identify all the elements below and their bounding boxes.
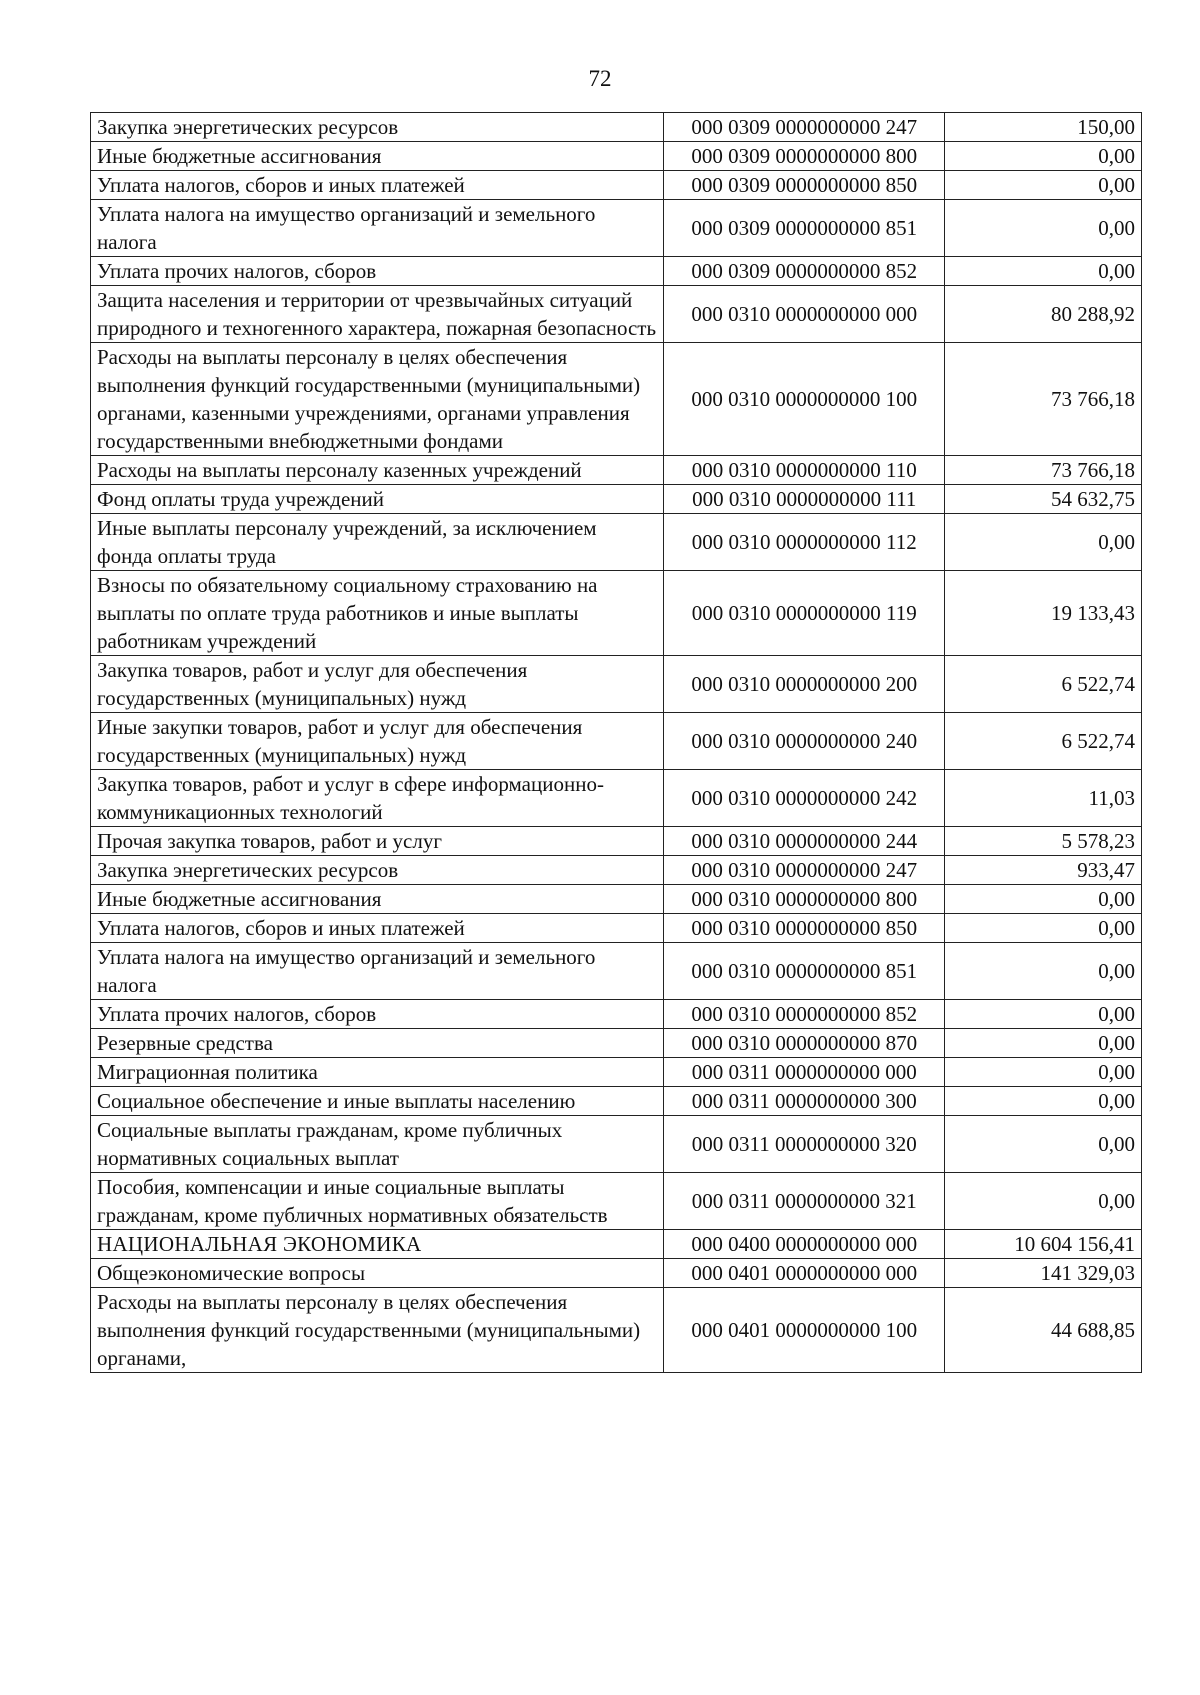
amount-cell: 0,00: [945, 1029, 1142, 1058]
amount-cell: 10 604 156,41: [945, 1230, 1142, 1259]
expense-name-cell: Уплата прочих налогов, сборов: [91, 257, 664, 286]
table-row: [91, 286, 1142, 343]
expense-name-cell: Социальные выплаты гражданам, кроме публичных нормативных социальных выплат: [91, 1116, 664, 1173]
expense-name-cell: Взносы по обязательному социальному страхованию на выплаты по оплате труда работников и иные выплаты работникам учреждений: [91, 571, 664, 656]
page-number: 72: [588, 66, 612, 91]
expense-name-cell: Уплата налога на имущество организаций и земельного налога: [91, 943, 664, 1000]
budget-code-cell: 000 0310 0000000000 850: [664, 914, 945, 943]
table-body: [91, 113, 1142, 1373]
budget-code-cell: 000 0311 0000000000 321: [664, 1173, 945, 1230]
amount-cell: 0,00: [945, 257, 1142, 286]
amount-cell: 5 578,23: [945, 827, 1142, 856]
budget-code-cell: 000 0310 0000000000 000: [664, 286, 945, 343]
table-row: [91, 343, 1142, 456]
expense-name-cell: Защита населения и территории от чрезвычайных ситуаций природного и техногенного характера, пожарная безопасность: [91, 286, 664, 343]
budget-code-cell: 000 0310 0000000000 240: [664, 713, 945, 770]
table-row: [91, 1058, 1142, 1087]
amount-cell: 6 522,74: [945, 656, 1142, 713]
expense-name-cell: Расходы на выплаты персоналу в целях обеспечения выполнения функций государственными (муниципальными) органами,: [91, 1288, 664, 1373]
budget-table: [90, 112, 1142, 1373]
budget-code-cell: 000 0310 0000000000 870: [664, 1029, 945, 1058]
expense-name-cell: Расходы на выплаты персоналу в целях обеспечения выполнения функций государственными (муниципальными) органами, казенными учреждениями, органами управления государственными внебюджетными фондами: [91, 343, 664, 456]
amount-cell: 0,00: [945, 142, 1142, 171]
budget-code-cell: 000 0310 0000000000 244: [664, 827, 945, 856]
amount-cell: 0,00: [945, 1087, 1142, 1116]
budget-code-cell: 000 0401 0000000000 000: [664, 1259, 945, 1288]
table-row: [91, 856, 1142, 885]
table-row: [91, 656, 1142, 713]
expense-name-cell: Уплата налога на имущество организаций и земельного налога: [91, 200, 664, 257]
budget-code-cell: 000 0310 0000000000 800: [664, 885, 945, 914]
table-row: [91, 1000, 1142, 1029]
table-row: [91, 257, 1142, 286]
budget-code-cell: 000 0311 0000000000 300: [664, 1087, 945, 1116]
budget-code-cell: 000 0310 0000000000 200: [664, 656, 945, 713]
expense-name-cell: Закупка энергетических ресурсов: [91, 856, 664, 885]
budget-code-cell: 000 0309 0000000000 851: [664, 200, 945, 257]
budget-code-cell: 000 0309 0000000000 247: [664, 113, 945, 142]
amount-cell: 0,00: [945, 914, 1142, 943]
table-row: [91, 713, 1142, 770]
table-row: [91, 770, 1142, 827]
budget-code-cell: 000 0310 0000000000 242: [664, 770, 945, 827]
amount-cell: 19 133,43: [945, 571, 1142, 656]
amount-cell: 0,00: [945, 200, 1142, 257]
budget-code-cell: 000 0310 0000000000 112: [664, 514, 945, 571]
table-row: [91, 1173, 1142, 1230]
expense-name-cell: Расходы на выплаты персоналу казенных учреждений: [91, 456, 664, 485]
budget-code-cell: 000 0311 0000000000 000: [664, 1058, 945, 1087]
expense-name-cell: Уплата налогов, сборов и иных платежей: [91, 171, 664, 200]
table-row: [91, 1029, 1142, 1058]
budget-code-cell: 000 0310 0000000000 851: [664, 943, 945, 1000]
budget-code-cell: 000 0310 0000000000 119: [664, 571, 945, 656]
amount-cell: 44 688,85: [945, 1288, 1142, 1373]
table-row: [91, 142, 1142, 171]
amount-cell: 6 522,74: [945, 713, 1142, 770]
budget-code-cell: 000 0401 0000000000 100: [664, 1288, 945, 1373]
expense-name-cell: Иные бюджетные ассигнования: [91, 142, 664, 171]
amount-cell: 0,00: [945, 1173, 1142, 1230]
expense-name-cell: Закупка товаров, работ и услуг для обеспечения государственных (муниципальных) нужд: [91, 656, 664, 713]
amount-cell: 0,00: [945, 943, 1142, 1000]
table-row: [91, 1288, 1142, 1373]
table-row: [91, 1116, 1142, 1173]
amount-cell: 0,00: [945, 514, 1142, 571]
amount-cell: 0,00: [945, 1116, 1142, 1173]
budget-code-cell: 000 0309 0000000000 852: [664, 257, 945, 286]
budget-code-cell: 000 0309 0000000000 800: [664, 142, 945, 171]
table-row: [91, 1087, 1142, 1116]
table-row: [91, 827, 1142, 856]
expense-name-cell: Прочая закупка товаров, работ и услуг: [91, 827, 664, 856]
budget-code-cell: 000 0310 0000000000 247: [664, 856, 945, 885]
expense-name-cell: Закупка товаров, работ и услуг в сфере информационно-коммуникационных технологий: [91, 770, 664, 827]
table-row: [91, 1259, 1142, 1288]
expense-name-cell: Иные закупки товаров, работ и услуг для обеспечения государственных (муниципальных) нужд: [91, 713, 664, 770]
expense-name-cell: Общеэкономические вопросы: [91, 1259, 664, 1288]
expense-name-cell: Уплата прочих налогов, сборов: [91, 1000, 664, 1029]
expense-name-cell: Иные выплаты персоналу учреждений, за исключением фонда оплаты труда: [91, 514, 664, 571]
budget-code-cell: 000 0400 0000000000 000: [664, 1230, 945, 1259]
expense-name-cell: Закупка энергетических ресурсов: [91, 113, 664, 142]
table-row: [91, 456, 1142, 485]
expense-name-cell: Социальное обеспечение и иные выплаты населению: [91, 1087, 664, 1116]
table-row: [91, 885, 1142, 914]
amount-cell: 0,00: [945, 171, 1142, 200]
budget-code-cell: 000 0309 0000000000 850: [664, 171, 945, 200]
amount-cell: 73 766,18: [945, 343, 1142, 456]
expense-name-cell: Резервные средства: [91, 1029, 664, 1058]
amount-cell: 54 632,75: [945, 485, 1142, 514]
expense-name-cell: Иные бюджетные ассигнования: [91, 885, 664, 914]
table-row: [91, 1230, 1142, 1259]
table-row: [91, 485, 1142, 514]
expense-name-cell: НАЦИОНАЛЬНАЯ ЭКОНОМИКА: [91, 1230, 664, 1259]
amount-cell: 0,00: [945, 1000, 1142, 1029]
table-row: [91, 113, 1142, 142]
amount-cell: 0,00: [945, 1058, 1142, 1087]
budget-code-cell: 000 0310 0000000000 110: [664, 456, 945, 485]
expense-name-cell: Уплата налогов, сборов и иных платежей: [91, 914, 664, 943]
amount-cell: 80 288,92: [945, 286, 1142, 343]
table-row: [91, 171, 1142, 200]
table-row: [91, 571, 1142, 656]
amount-cell: 11,03: [945, 770, 1142, 827]
table-row: [91, 200, 1142, 257]
expense-name-cell: Фонд оплаты труда учреждений: [91, 485, 664, 514]
expense-name-cell: Пособия, компенсации и иные социальные выплаты гражданам, кроме публичных нормативных обязательств: [91, 1173, 664, 1230]
amount-cell: 73 766,18: [945, 456, 1142, 485]
budget-code-cell: 000 0310 0000000000 111: [664, 485, 945, 514]
expense-name-cell: Миграционная политика: [91, 1058, 664, 1087]
amount-cell: 141 329,03: [945, 1259, 1142, 1288]
table-row: [91, 943, 1142, 1000]
budget-code-cell: 000 0311 0000000000 320: [664, 1116, 945, 1173]
amount-cell: 933,47: [945, 856, 1142, 885]
budget-code-cell: 000 0310 0000000000 852: [664, 1000, 945, 1029]
budget-code-cell: 000 0310 0000000000 100: [664, 343, 945, 456]
table-row: [91, 514, 1142, 571]
amount-cell: 0,00: [945, 885, 1142, 914]
table-row: [91, 914, 1142, 943]
amount-cell: 150,00: [945, 113, 1142, 142]
